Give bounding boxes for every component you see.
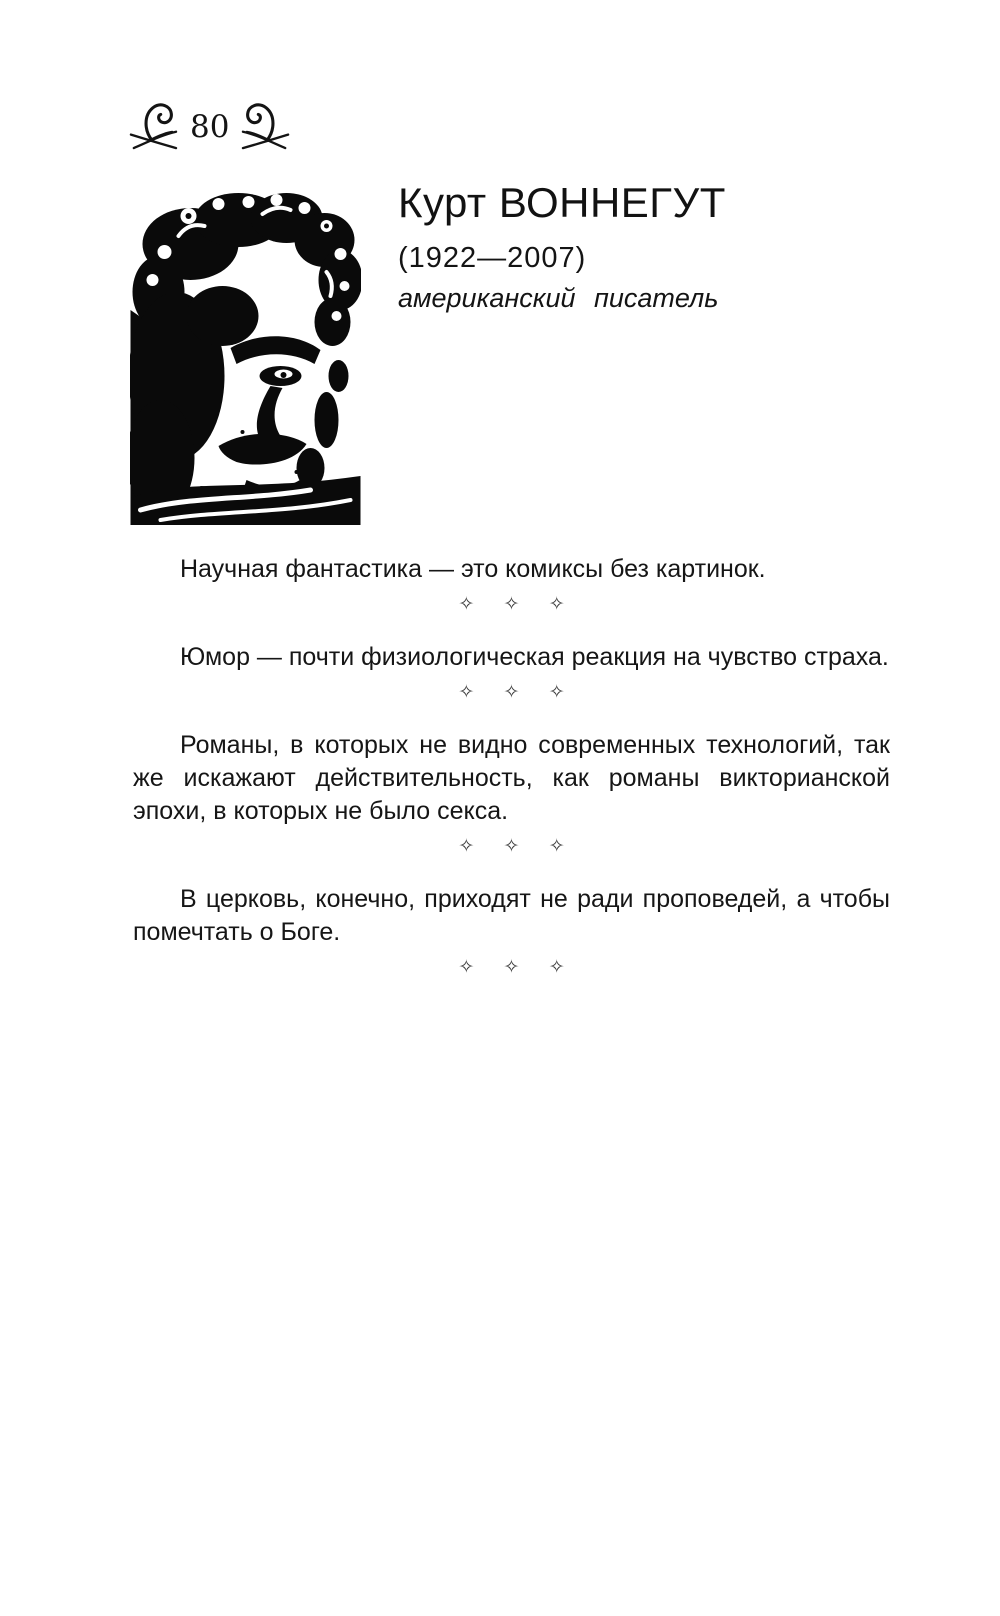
page-number: 80 [190, 109, 230, 145]
author-portrait-image [130, 180, 361, 525]
quote-paragraph: Романы, в которых не видно современных технологий, так же искажают действительность, как романы викторианской эпохи, в которых не было секса. [133, 731, 890, 825]
page-header [128, 98, 291, 152]
author-role: американский писатель [398, 283, 719, 314]
quote-paragraph: В церковь, конечно, приходят не ради проповедей, а чтобы помечтать о Боге. [133, 885, 890, 946]
quote-paragraph: Научная фантастика — это комиксы без картинок. [180, 555, 766, 583]
author-info [398, 180, 878, 314]
author-years: (1922—2007) [398, 242, 587, 275]
header-flourish-right-icon [241, 98, 291, 152]
section-separator: ✧ ✧ ✧ [458, 594, 565, 615]
author-name: Курт ВОННЕГУТ [398, 179, 726, 226]
quotes-section [133, 553, 890, 1004]
section-separator: ✧ ✧ ✧ [458, 682, 565, 703]
header-flourish-left-icon [128, 98, 178, 152]
section-separator: ✧ ✧ ✧ [458, 836, 565, 857]
section-separator: ✧ ✧ ✧ [458, 957, 565, 978]
quote-paragraph: Юмор — почти физиологическая реакция на чувство страха. [180, 643, 889, 671]
